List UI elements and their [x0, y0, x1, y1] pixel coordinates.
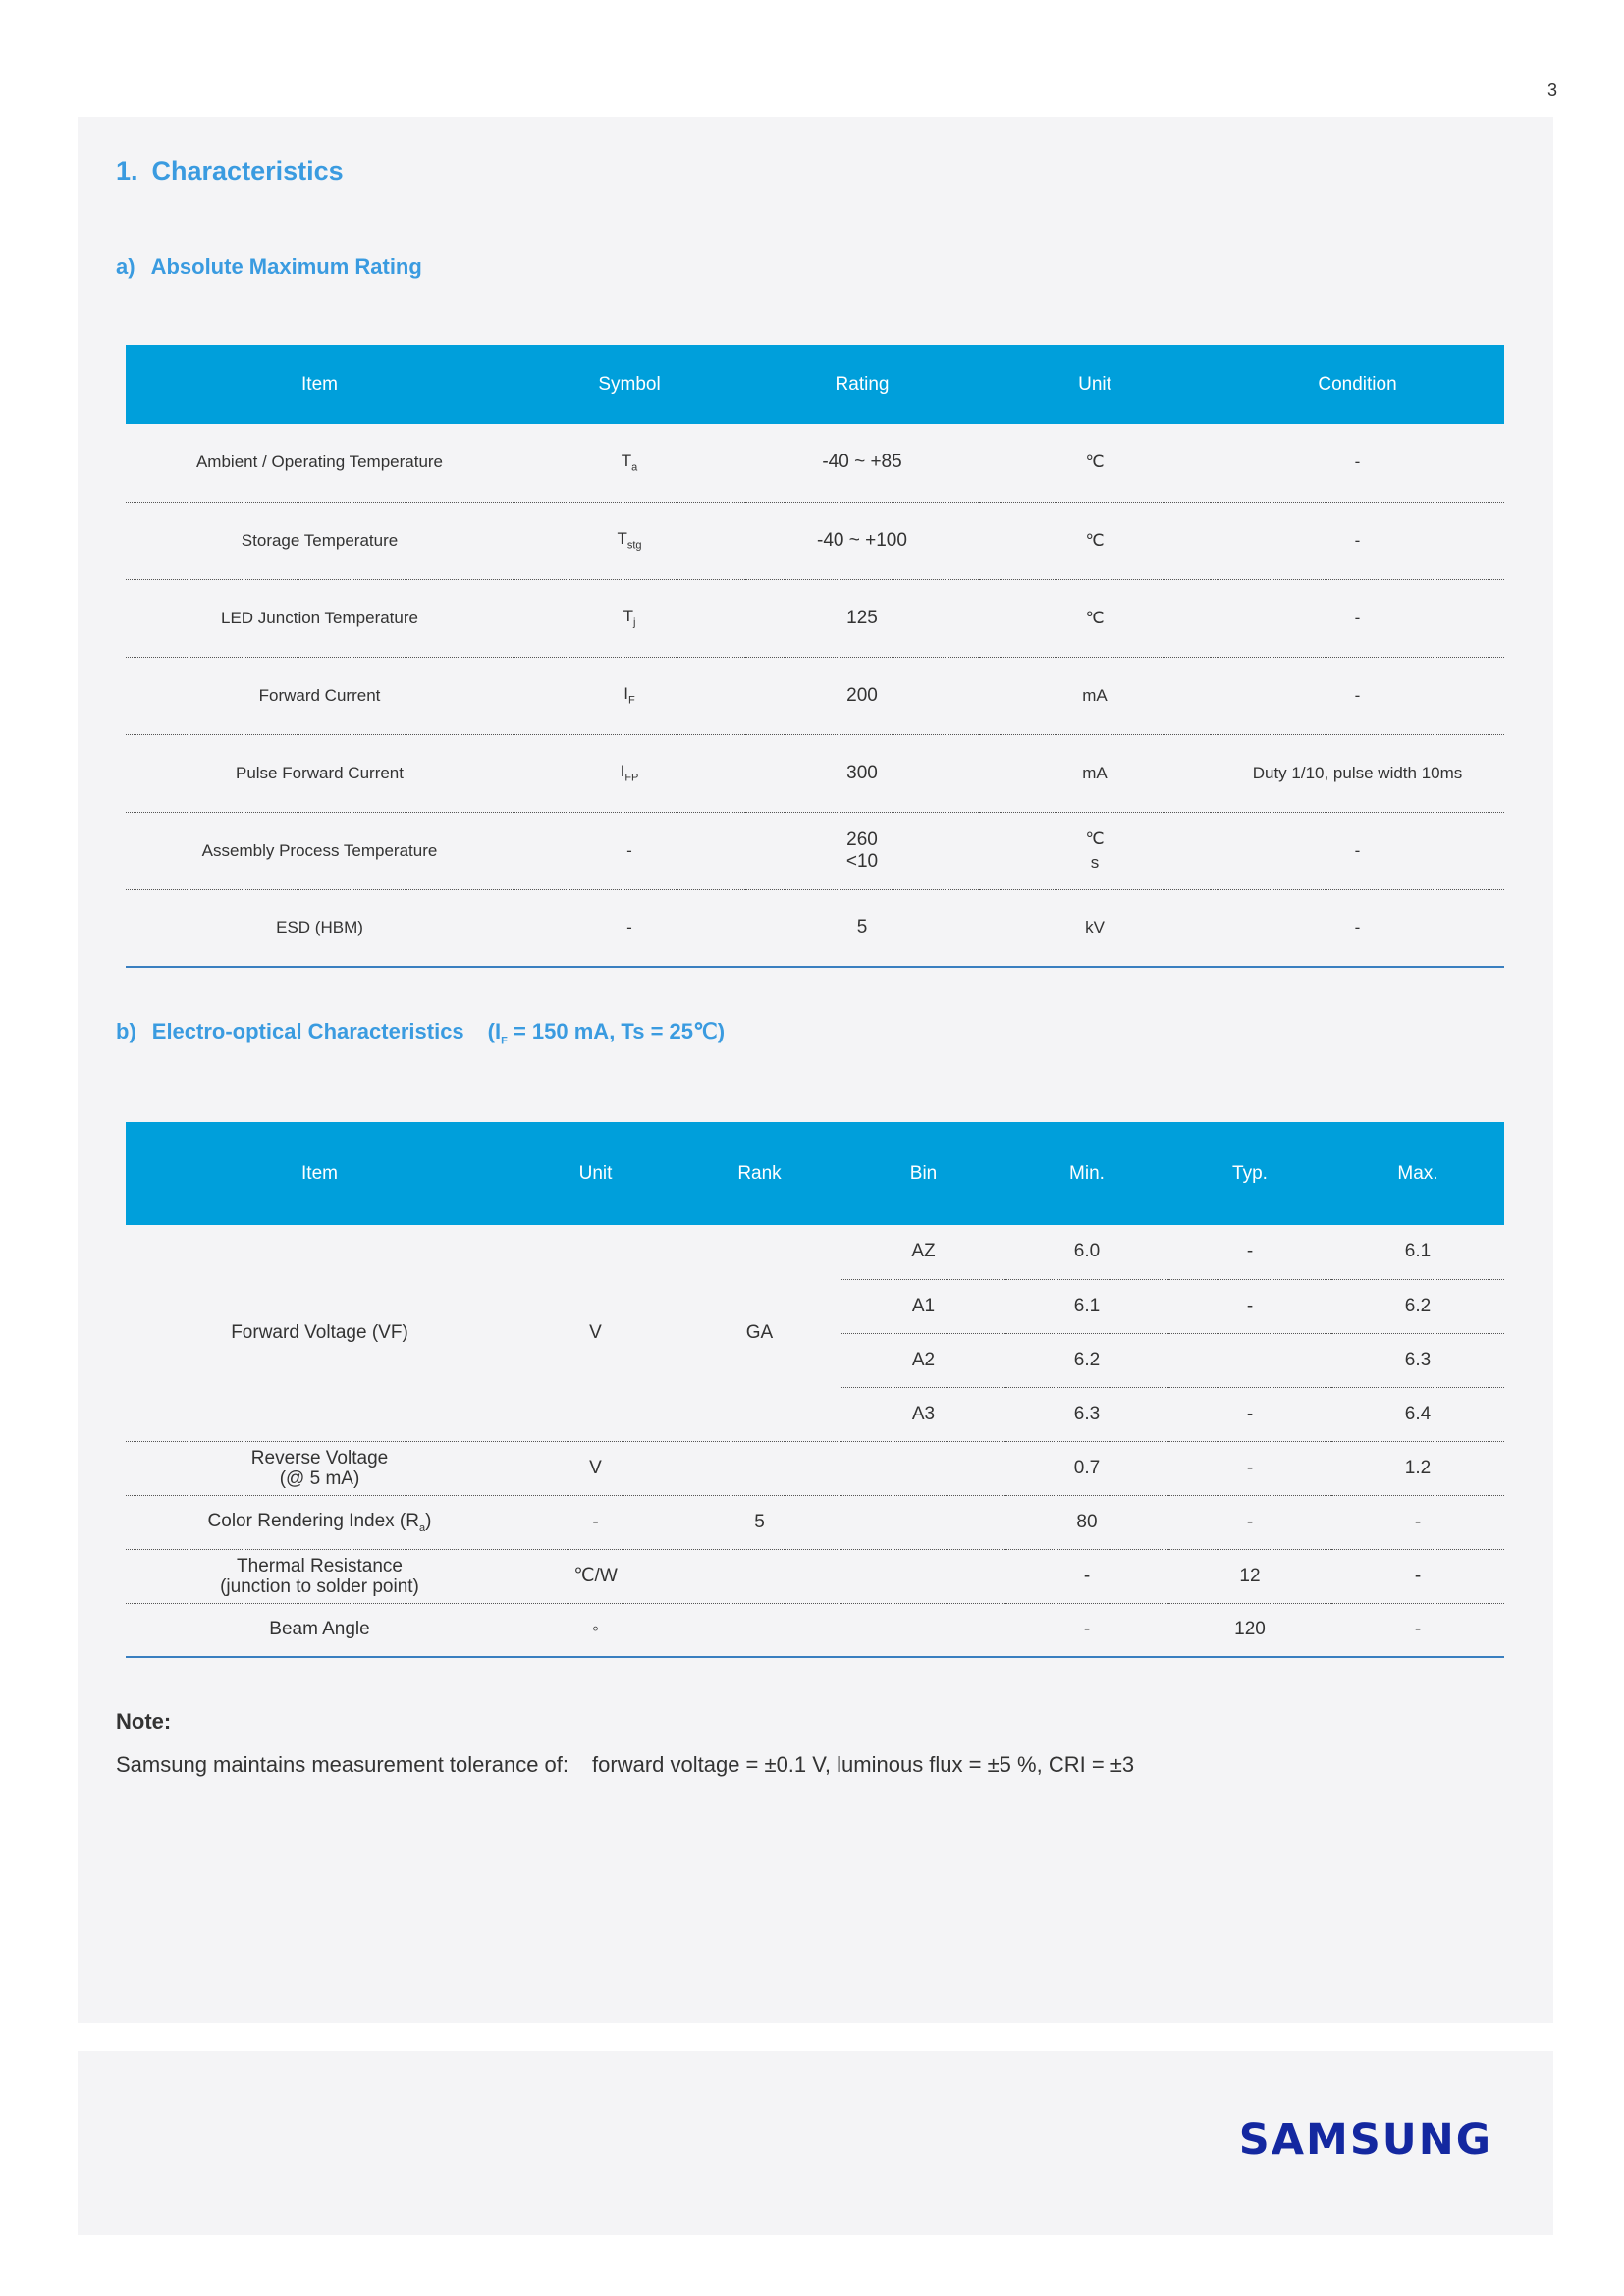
unit-line-2: s	[1090, 852, 1100, 872]
cell-max: -	[1331, 1495, 1504, 1549]
cell-min: 6.0	[1005, 1225, 1168, 1279]
table-row	[126, 1441, 1504, 1495]
symbol-sub: stg	[626, 539, 642, 552]
cell-min: 6.3	[1005, 1387, 1168, 1441]
table-row	[126, 1495, 1504, 1549]
cell-symbol	[514, 502, 745, 579]
table-row	[126, 502, 1504, 579]
cell-item: LED Junction Temperature	[126, 579, 514, 657]
item-sub: a	[419, 1522, 426, 1534]
cell-typ: -	[1168, 1387, 1331, 1441]
cell-item	[126, 1549, 514, 1603]
measurement-condition	[487, 1019, 726, 1047]
cell-min: 6.2	[1005, 1333, 1168, 1387]
cell-unit: -	[514, 1495, 677, 1549]
cell-bin	[841, 1603, 1005, 1657]
cell-bin	[841, 1549, 1005, 1603]
cell-condition: Duty 1/10, pulse width 10ms	[1211, 734, 1504, 812]
symbol-sub: FP	[624, 772, 639, 784]
unit-line-1: ℃	[1085, 828, 1105, 848]
electro-optical-table	[126, 1122, 1504, 1658]
cell-min: 6.1	[1005, 1279, 1168, 1333]
cell-item	[126, 1441, 514, 1495]
cell-bin	[841, 1495, 1005, 1549]
table-row	[126, 734, 1504, 812]
cell-typ: -	[1168, 1279, 1331, 1333]
note-text	[116, 1752, 1134, 1778]
cell-item: Forward Current	[126, 657, 514, 734]
cell-max: -	[1331, 1603, 1504, 1657]
cell-condition: -	[1211, 657, 1504, 734]
absolute-max-heading	[116, 254, 422, 280]
table-row	[126, 1549, 1504, 1603]
cell-rank	[677, 1549, 841, 1603]
table-header-row	[126, 1122, 1504, 1225]
note-title: Note:	[116, 1709, 172, 1734]
header-max: Max.	[1397, 1162, 1438, 1184]
cell-max: -	[1331, 1549, 1504, 1603]
cell-condition: -	[1211, 812, 1504, 889]
cell-bin: A2	[841, 1333, 1005, 1387]
cell-bin	[841, 1441, 1005, 1495]
header-typ: Typ.	[1232, 1162, 1268, 1184]
cell-typ: -	[1168, 1441, 1331, 1495]
item-line-2: (junction to solder point)	[220, 1575, 419, 1597]
cell-typ: 12	[1168, 1549, 1331, 1603]
item-line-2: (@ 5 mA)	[279, 1468, 360, 1489]
header-item: Item	[301, 373, 338, 395]
cell-rank	[677, 1603, 841, 1657]
cell-unit: ◦	[514, 1603, 677, 1657]
header-unit: Unit	[578, 1162, 613, 1184]
symbol-main: I	[623, 684, 628, 704]
header-item: Item	[301, 1162, 338, 1184]
cell-rank: GA	[677, 1225, 841, 1441]
rating-line-1: 260	[846, 828, 878, 850]
table-row	[126, 1225, 1504, 1279]
symbol-sub: j	[632, 616, 636, 629]
cell-item: Beam Angle	[126, 1603, 514, 1657]
rating-line-2: <10	[845, 850, 879, 872]
table-row	[126, 1603, 1504, 1657]
header-symbol: Symbol	[598, 373, 661, 395]
item-prefix: Color Rendering Index (R	[207, 1510, 419, 1531]
table-header-row	[126, 345, 1504, 424]
symbol-sub: F	[628, 694, 635, 707]
cell-symbol	[514, 579, 745, 657]
content-panel	[78, 117, 1553, 2023]
cell-symbol	[514, 657, 745, 734]
cell-rating: 5	[745, 889, 979, 967]
cell-item	[126, 1495, 514, 1549]
cell-rating	[745, 812, 979, 889]
samsung-logo: SAMSUNG	[1238, 2115, 1492, 2164]
absolute-max-table	[126, 345, 1504, 968]
cell-condition: -	[1211, 502, 1504, 579]
cell-rating: 125	[745, 579, 979, 657]
cell-unit: mA	[979, 734, 1211, 812]
cell-rank: 5	[677, 1495, 841, 1549]
header-bin: Bin	[909, 1162, 938, 1184]
cell-typ: -	[1168, 1225, 1331, 1279]
electro-optical-title: Electro-optical Characteristics	[151, 1019, 464, 1043]
header-unit: Unit	[1078, 373, 1111, 395]
cell-unit: kV	[979, 889, 1211, 967]
condition-sub: F	[501, 1035, 508, 1047]
cell-item: Pulse Forward Current	[126, 734, 514, 812]
table-row	[126, 657, 1504, 734]
cell-min: -	[1005, 1603, 1168, 1657]
cell-condition: -	[1211, 889, 1504, 967]
symbol-main: T	[617, 529, 627, 549]
cell-rank	[677, 1441, 841, 1495]
cell-item: Ambient / Operating Temperature	[126, 424, 514, 502]
section-heading	[116, 156, 344, 187]
cell-min: 0.7	[1005, 1441, 1168, 1495]
cell-item: Forward Voltage (VF)	[126, 1225, 514, 1441]
cell-rating: 300	[745, 734, 979, 812]
cell-typ: 120	[1168, 1603, 1331, 1657]
header-rank: Rank	[737, 1162, 782, 1184]
table-row	[126, 889, 1504, 967]
absolute-max-label: a)	[116, 254, 135, 279]
cell-symbol: -	[514, 889, 745, 967]
section-title: Characteristics	[151, 156, 344, 186]
cell-rating: -40 ~ +100	[745, 502, 979, 579]
cell-symbol: -	[514, 812, 745, 889]
cell-unit: ℃	[979, 424, 1211, 502]
note-formula: forward voltage = ±0.1 V, luminous flux = ±5 %, CRI = ±3	[592, 1752, 1135, 1777]
section-number: 1.	[116, 156, 138, 186]
cell-unit: V	[514, 1441, 677, 1495]
cell-bin: AZ	[841, 1225, 1005, 1279]
cell-unit: mA	[979, 657, 1211, 734]
cell-min: -	[1005, 1549, 1168, 1603]
page-number: 3	[1546, 80, 1557, 100]
absolute-max-title: Absolute Maximum Rating	[150, 254, 422, 279]
cell-symbol	[514, 734, 745, 812]
electro-optical-heading	[116, 1019, 725, 1046]
item-line-1: Thermal Resistance	[237, 1555, 403, 1576]
cell-bin: A3	[841, 1387, 1005, 1441]
cell-bin: A1	[841, 1279, 1005, 1333]
cell-unit: ℃/W	[514, 1549, 677, 1603]
cell-item: Storage Temperature	[126, 502, 514, 579]
cell-condition: -	[1211, 424, 1504, 502]
header-condition: Condition	[1318, 373, 1397, 395]
cell-condition: -	[1211, 579, 1504, 657]
cell-max: 6.3	[1331, 1333, 1504, 1387]
cell-typ	[1168, 1333, 1331, 1387]
cell-max: 1.2	[1331, 1441, 1504, 1495]
cell-item: Assembly Process Temperature	[126, 812, 514, 889]
table-row	[126, 579, 1504, 657]
table-row	[126, 424, 1504, 502]
cell-symbol	[514, 424, 745, 502]
cell-max: 6.1	[1331, 1225, 1504, 1279]
cell-min: 80	[1005, 1495, 1168, 1549]
item-line-1: Reverse Voltage	[250, 1447, 389, 1468]
header-min: Min.	[1069, 1162, 1105, 1184]
symbol-sub: a	[631, 461, 638, 474]
item-suffix: )	[425, 1510, 432, 1531]
cell-max: 6.4	[1331, 1387, 1504, 1441]
note-lead: Samsung maintains measurement tolerance of:	[116, 1752, 569, 1777]
cell-rating: 200	[745, 657, 979, 734]
cell-unit: V	[514, 1225, 677, 1441]
cell-unit: ℃	[979, 502, 1211, 579]
cell-unit: ℃	[979, 579, 1211, 657]
cell-max: 6.2	[1331, 1279, 1504, 1333]
footer-panel	[78, 2051, 1553, 2235]
symbol-main: I	[620, 762, 625, 781]
cell-unit	[979, 812, 1211, 889]
electro-optical-label: b)	[116, 1019, 136, 1043]
cell-rating: -40 ~ +85	[745, 424, 979, 502]
symbol-main: T	[621, 452, 632, 471]
condition-prefix: (I	[487, 1019, 502, 1043]
header-rating: Rating	[835, 373, 890, 395]
condition-suffix: = 150 mA, Ts = 25℃)	[507, 1019, 726, 1043]
symbol-main: T	[623, 607, 633, 626]
cell-item: ESD (HBM)	[126, 889, 514, 967]
cell-typ: -	[1168, 1495, 1331, 1549]
table-row	[126, 812, 1504, 889]
